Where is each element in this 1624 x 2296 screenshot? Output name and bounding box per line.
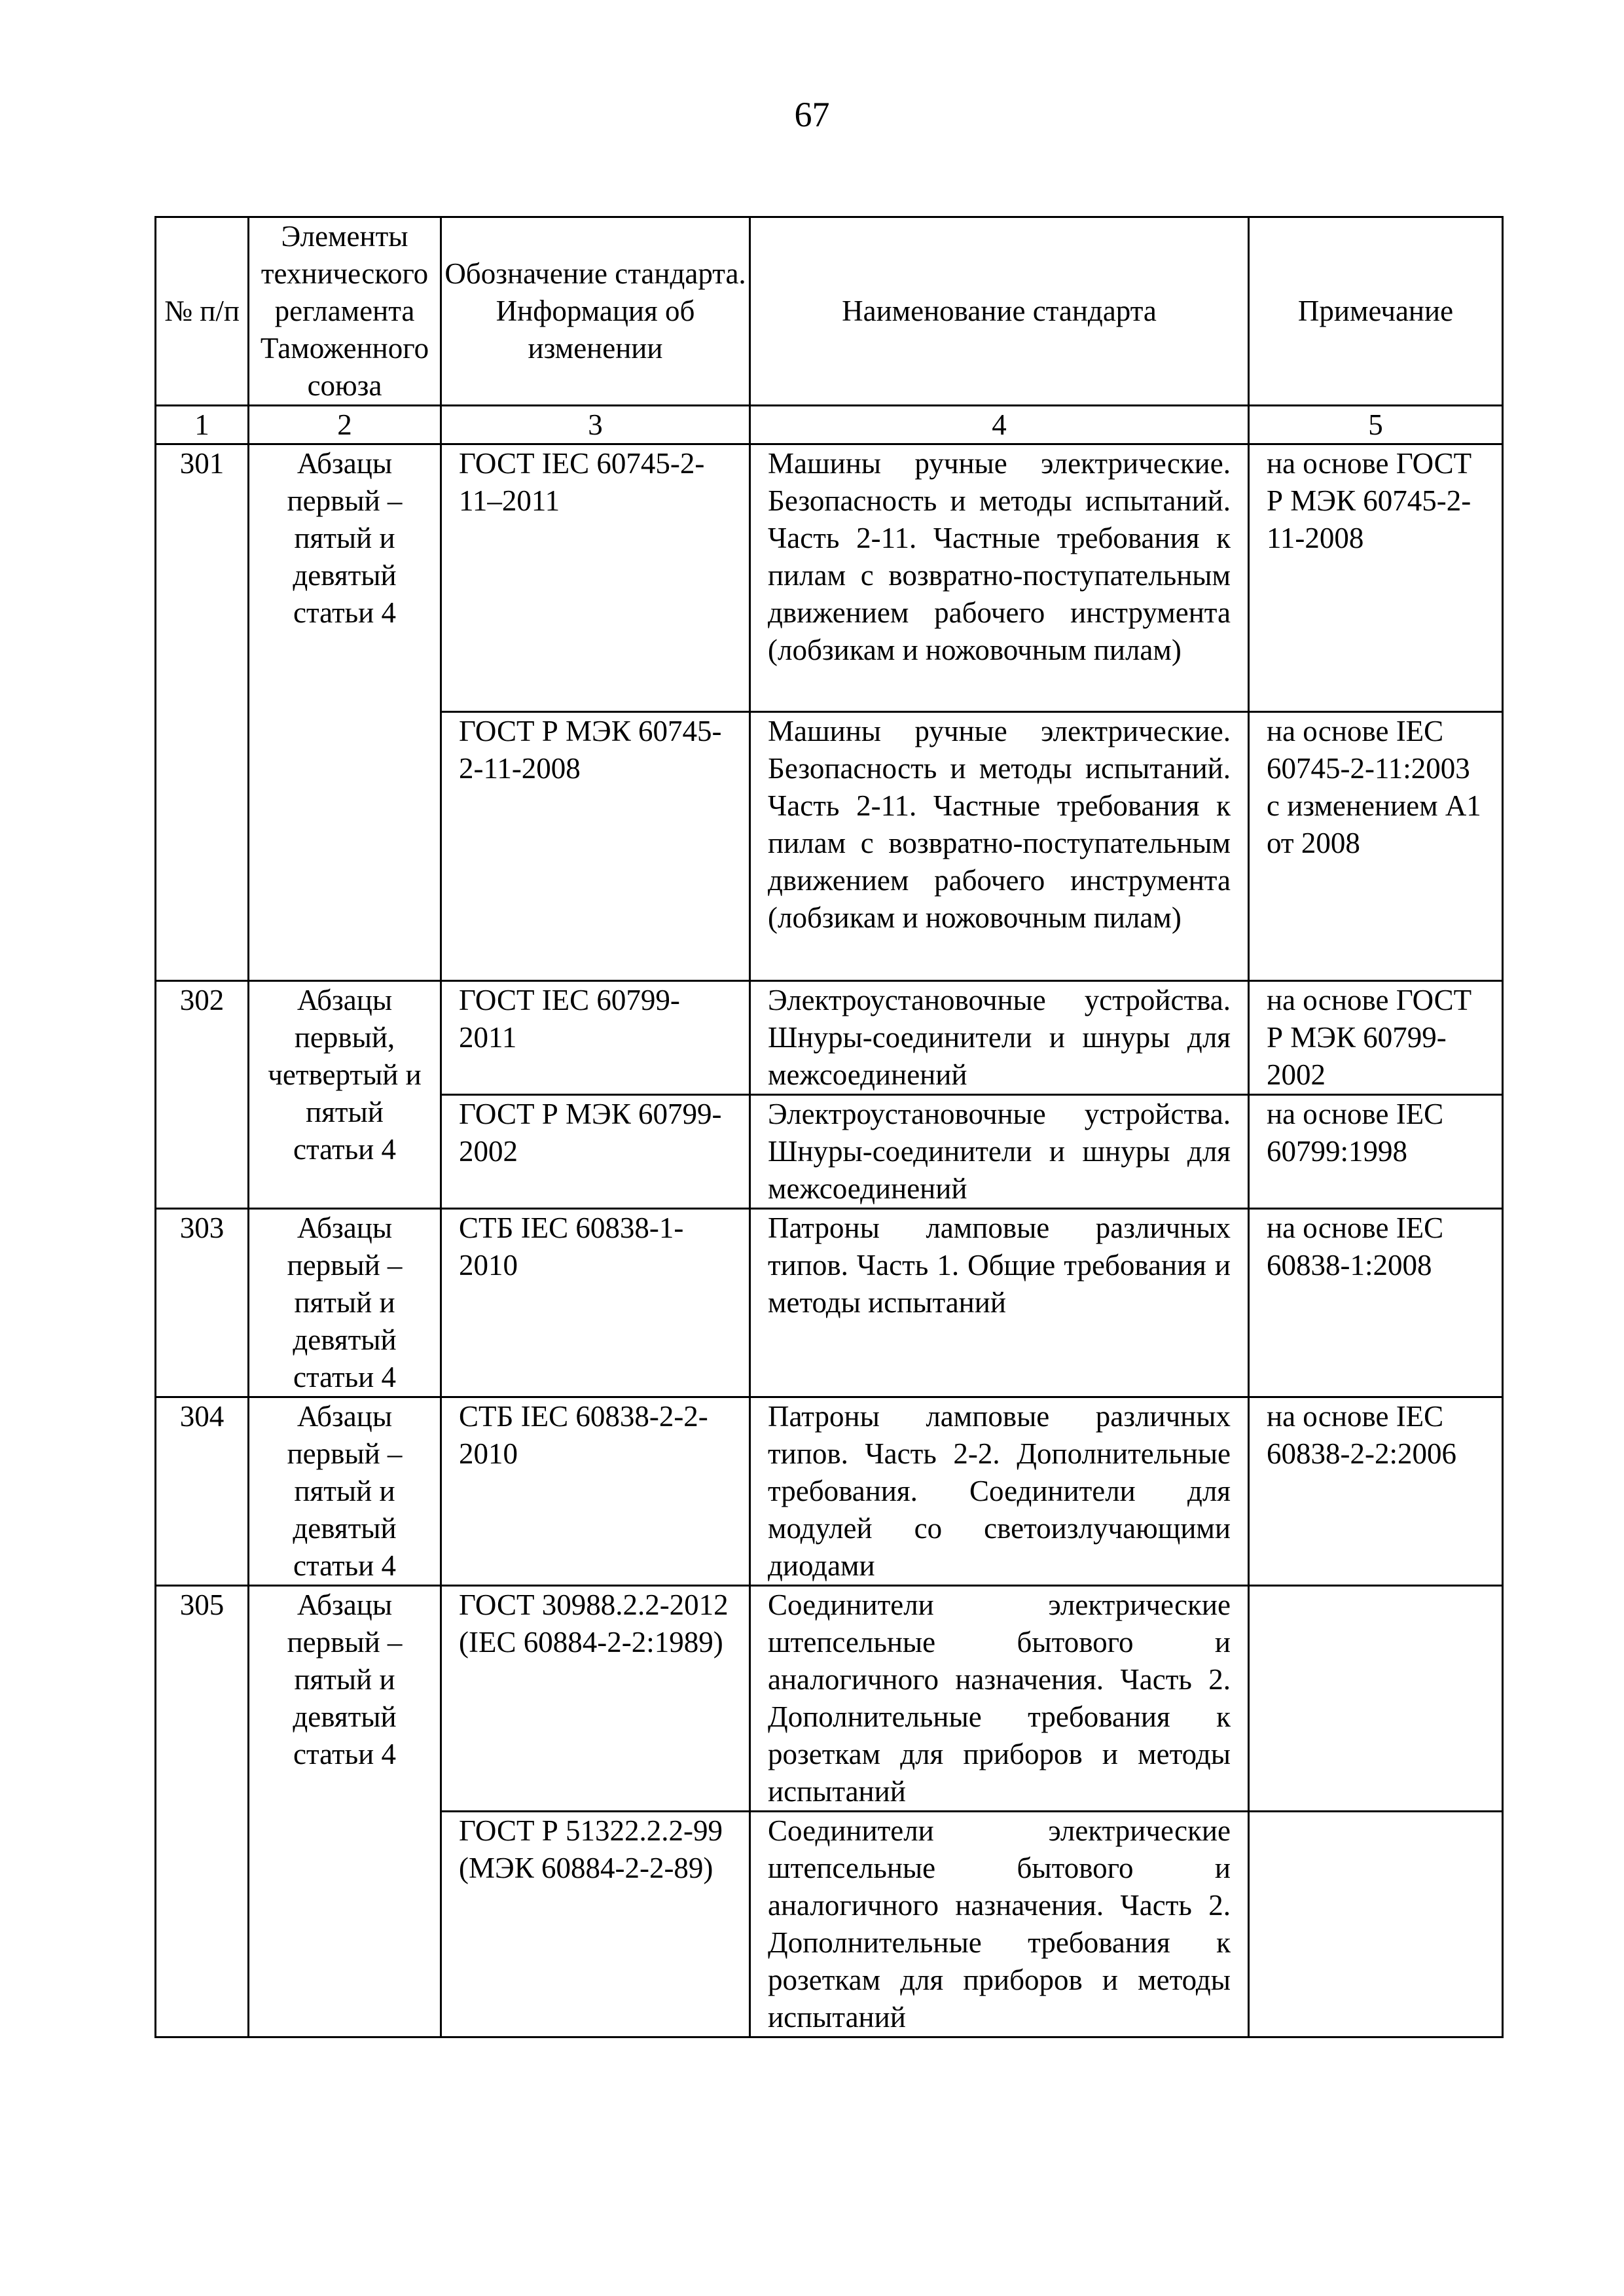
- header-number: № п/п: [156, 217, 249, 406]
- standard-note: на основе IEC 60799:1998: [1249, 1095, 1503, 1209]
- column-number: 2: [249, 406, 441, 444]
- header-elements: Элементы технического регламента Таможенного союза: [249, 217, 441, 406]
- standard-name: Электроустановочные устройства. Шнуры-соединители и шнуры для межсоединений: [750, 1095, 1249, 1209]
- standard-designation: ГОСТ IEC 60745-2-11–2011: [441, 444, 750, 712]
- standard-note: [1249, 1812, 1503, 2037]
- standard-designation: ГОСТ Р МЭК 60745-2-11-2008: [441, 712, 750, 981]
- standard-designation: СТБ IEC 60838-2-2-2010: [441, 1397, 750, 1586]
- row-number: 303: [156, 1209, 249, 1397]
- standard-note: [1249, 1586, 1503, 1812]
- standard-designation: ГОСТ Р МЭК 60799-2002: [441, 1095, 750, 1209]
- column-number: 4: [750, 406, 1249, 444]
- standard-name: Патроны ламповые различных типов. Часть 1. Общие требования и методы испытаний: [750, 1209, 1249, 1397]
- table-row: [156, 444, 1503, 712]
- header-name: Наименование стандарта: [750, 217, 1249, 406]
- standard-name: Электроустановочные устройства. Шнуры-соединители и шнуры для межсоединений: [750, 981, 1249, 1095]
- standard-name: Патроны ламповые различных типов. Часть 2-2. Дополнительные требования. Соединители для модулей со светоизлучающими диодами: [750, 1397, 1249, 1586]
- standard-name: Машины ручные электрические. Безопасность и методы испытаний. Часть 2-11. Частные требования к пилам с возвратно-поступательным движением рабочего инструмента (лобзикам и ножовочным пилам): [750, 444, 1249, 712]
- standard-name: Соединители электрические штепсельные бытового и аналогичного назначения. Часть 2. Дополнительные требования к розеткам для приборов и методы испытаний: [750, 1586, 1249, 1812]
- regulation-elements: Абзацы первый – пятый и девятый статьи 4: [249, 1397, 441, 1586]
- row-number: 305: [156, 1586, 249, 2037]
- regulation-elements: Абзацы первый – пятый и девятый статьи 4: [249, 1586, 441, 2037]
- standard-note: на основе IEC 60838-2-2:2006: [1249, 1397, 1503, 1586]
- table-row: [156, 1209, 1503, 1397]
- header-row: [156, 217, 1503, 406]
- regulation-elements: Абзацы первый, четвертый и пятый статьи 4: [249, 981, 441, 1209]
- standard-name: Машины ручные электрические. Безопасность и методы испытаний. Часть 2-11. Частные требования к пилам с возвратно-поступательным движением рабочего инструмента (лобзикам и ножовочным пилам): [750, 712, 1249, 981]
- standard-designation: ГОСТ IEC 60799-2011: [441, 981, 750, 1095]
- standard-note: на основе ГОСТ Р МЭК 60799-2002: [1249, 981, 1503, 1095]
- header-note: Примечание: [1249, 217, 1503, 406]
- standard-note: на основе IEC 60745-2-11:2003 с изменением А1 от 2008: [1249, 712, 1503, 981]
- standard-designation: ГОСТ 30988.2.2-2012 (IEC 60884-2-2:1989): [441, 1586, 750, 1812]
- regulation-elements: Абзацы первый – пятый и девятый статьи 4: [249, 1209, 441, 1397]
- row-number: 302: [156, 981, 249, 1209]
- column-number: 3: [441, 406, 750, 444]
- table-row: [156, 981, 1503, 1095]
- standard-note: на основе IEC 60838-1:2008: [1249, 1209, 1503, 1397]
- header-designation: Обозначение стандарта. Информация об изменении: [441, 217, 750, 406]
- regulation-elements: Абзацы первый – пятый и девятый статьи 4: [249, 444, 441, 981]
- column-number-row: [156, 406, 1503, 444]
- table-row: [156, 1397, 1503, 1586]
- column-number: 5: [1249, 406, 1503, 444]
- column-number: 1: [156, 406, 249, 444]
- standard-designation: СТБ IEC 60838-1-2010: [441, 1209, 750, 1397]
- standard-note: на основе ГОСТ Р МЭК 60745-2-11-2008: [1249, 444, 1503, 712]
- row-number: 301: [156, 444, 249, 981]
- table-row: [156, 1586, 1503, 1812]
- standards-table: [154, 216, 1504, 2038]
- page-number: 67: [794, 95, 830, 134]
- standard-name: Соединители электрические штепсельные бытового и аналогичного назначения. Часть 2. Дополнительные требования к розеткам для приборов и методы испытаний: [750, 1812, 1249, 2037]
- standard-designation: ГОСТ Р 51322.2.2-99 (МЭК 60884-2-2-89): [441, 1812, 750, 2037]
- row-number: 304: [156, 1397, 249, 1586]
